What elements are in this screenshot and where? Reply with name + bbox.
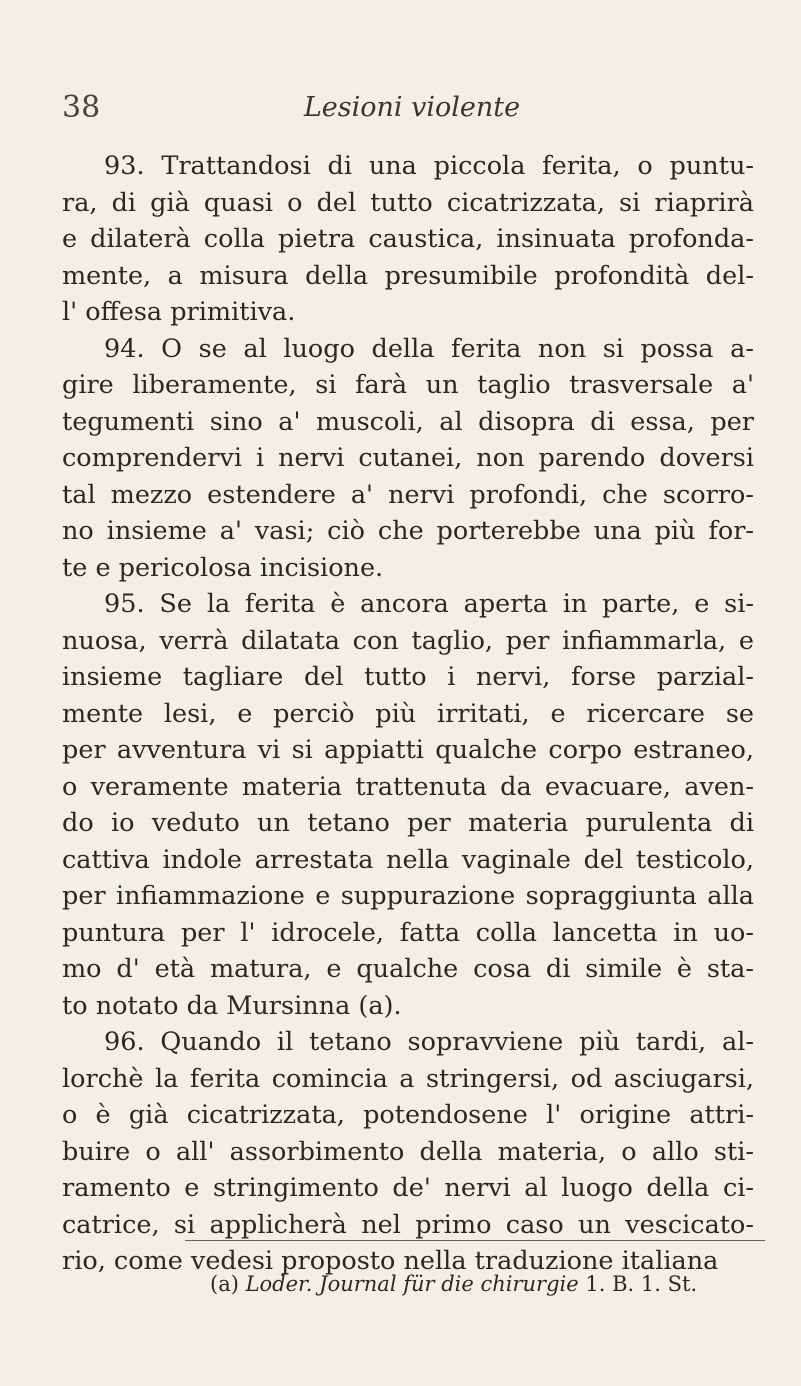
text-line: 96. Quando il tetano sopravviene più tardi, al-: [104, 1027, 754, 1057]
text-line: buire o all' assorbimento della materia, o allo sti-: [62, 1136, 754, 1167]
footnote: [210, 1272, 770, 1296]
text-line: l' offesa primitiva.: [62, 297, 296, 327]
text-line: mo d' età matura, e qualche cosa di simile è sta-: [62, 954, 754, 984]
body-text: [62, 148, 754, 1280]
text-line: catrice, si applicherà nel primo caso un vescicato-: [62, 1209, 754, 1240]
text-line: insieme tagliare del tutto i nervi, forse parzial-: [62, 662, 754, 692]
text-line: ra, di già quasi o del tutto cicatrizzata, si riaprirà: [62, 187, 754, 218]
text-line: 94. O se al luogo della ferita non si possa a-: [104, 333, 754, 364]
running-title: Lesioni violente: [303, 92, 521, 123]
text-line: mente, a misura della presumibile profondità del-: [62, 260, 754, 291]
footnote-divider: [185, 1240, 765, 1241]
text-line: rio, come vedesi proposto nella traduzione italiana: [62, 1246, 719, 1276]
text-line: mente lesi, e perciò più irritati, e ricercare se: [62, 698, 754, 729]
text-line: te e pericolosa incisione.: [62, 552, 384, 583]
text-line: nuosa, verrà dilatata con taglio, per infiammarla, e: [62, 625, 754, 656]
text-line: puntura per l' idrocele, fatta colla lancetta in uo-: [62, 917, 754, 948]
text-line: per avventura vi si appiatti qualche corpo estraneo,: [62, 735, 754, 765]
text-line: 95. Se la ferita è ancora aperta in parte, e si-: [104, 589, 754, 619]
text-line: lorchè la ferita comincia a stringersi, od asciugarsi,: [62, 1063, 754, 1094]
text-line: per infiammazione e suppurazione sopraggiunta alla: [62, 881, 754, 911]
footnote-author: Loder.: [245, 1272, 313, 1296]
text-line: 93. Trattandosi di una piccola ferita, o puntu-: [104, 151, 754, 181]
text-line: tal mezzo estendere a' nervi profondi, che scorro-: [62, 479, 754, 510]
text-line: do io veduto un tetano per materia purulenta di: [62, 808, 754, 838]
text-line: no insieme a' vasi; ciò che porterebbe una più for-: [62, 516, 754, 546]
text-line: tegumenti sino a' muscoli, al disopra di essa, per: [62, 406, 754, 437]
text-line: o veramente materia trattenuta da evacuare, aven-: [62, 771, 754, 802]
text-line: e dilaterà colla pietra caustica, insinuata profonda-: [62, 224, 754, 254]
text-line: to notato da Mursinna (a).: [62, 990, 402, 1021]
text-line: comprendervi i nervi cutanei, non parendo doversi: [62, 443, 754, 473]
text-line: ramento e stringimento de' nervi al luogo della ci-: [62, 1173, 754, 1203]
footnote-reference: 1. B. 1. St.: [585, 1272, 698, 1296]
text-line: gire liberamente, si farà un taglio trasversale a': [62, 370, 754, 400]
text-line: cattiva indole arrestata nella vaginale del testicolo,: [62, 844, 754, 875]
footnote-title: Journal für die chirurgie: [319, 1272, 579, 1296]
footnote-mark: (a): [210, 1272, 239, 1296]
page-header: [62, 90, 762, 140]
text-line: o è già cicatrizzata, potendosene l' origine attri-: [62, 1100, 754, 1130]
page-number: 38: [62, 90, 101, 125]
